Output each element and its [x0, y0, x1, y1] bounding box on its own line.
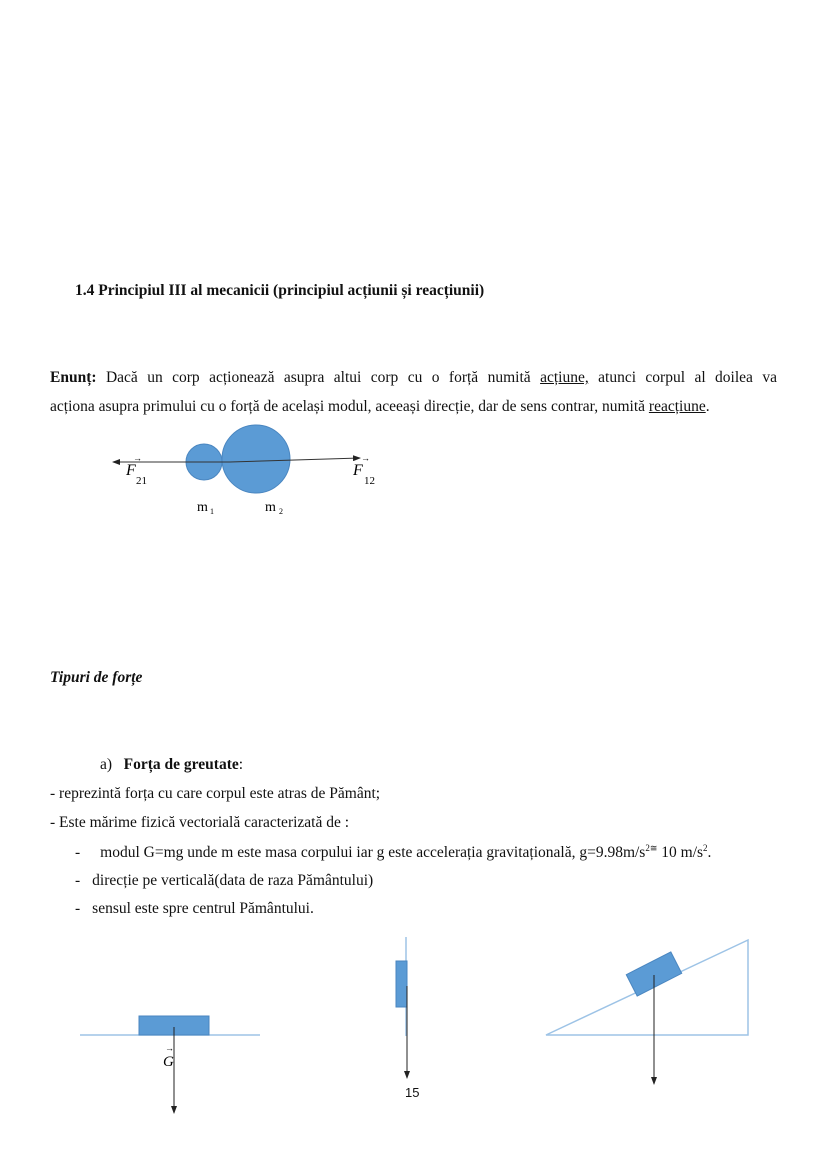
statement-text: atunci corpul al doilea va	[588, 369, 777, 386]
bullet-item	[75, 843, 711, 862]
statement-text: acționa asupra primului cu o forță de același modul, aceeași direcție, dar de sens contrar, numită	[50, 398, 649, 415]
statement-label: Enunț:	[50, 369, 97, 386]
force-21-label: F	[126, 462, 136, 479]
bullet-text: direcție pe verticală(data de raza Pământului)	[92, 872, 374, 889]
superscript: 2≅	[645, 843, 658, 853]
mass2-label: m	[265, 500, 276, 515]
weight-label: G	[163, 1054, 174, 1070]
bullet-text: modul G=mg unde m este masa corpului iar g este accelerația gravitațională, g=9.98m/s	[100, 844, 646, 862]
superscript: 2	[703, 843, 708, 853]
subheading: Tipuri de forțe	[50, 669, 143, 686]
text-line: - Este mărime fizică vectorială caracterizată de :	[50, 814, 350, 831]
action-word: acțiune,	[540, 369, 589, 386]
force-21-subscript: 21	[136, 475, 147, 487]
weight-vertical-diagram	[396, 937, 407, 1078]
bullet-item	[75, 900, 314, 918]
mass1-label: m	[197, 500, 208, 515]
vector-mark: →	[165, 1043, 174, 1053]
force-12-subscript: 12	[364, 475, 375, 487]
reaction-word: reacțiune	[648, 398, 706, 415]
item-colon: :	[238, 756, 244, 773]
bullet-text: 10 m/s	[657, 844, 704, 862]
vector-mark: →	[133, 453, 142, 463]
page-number: 15	[405, 1085, 420, 1100]
weight-horizontal-diagram	[80, 1016, 260, 1113]
bullet-text: sensul este spre centrul Pământului.	[92, 900, 314, 917]
force-12-label: F	[353, 462, 363, 479]
section-heading: 1.4 Principiul III al mecanicii (principiul acțiunii și reacțiunii)	[75, 282, 485, 299]
item-marker: a)	[100, 756, 113, 773]
item-a	[100, 756, 243, 774]
text-line: - reprezintă forța cu care corpul este atras de Pământ;	[50, 785, 381, 802]
mass1-subscript: 1	[210, 507, 214, 516]
bullet-item	[75, 872, 373, 890]
vector-mark: →	[361, 453, 370, 463]
statement-text: .	[705, 398, 710, 415]
mass2-subscript: 2	[279, 507, 283, 516]
item-title: Forța de greutate	[123, 756, 239, 773]
bullet-dash: -	[75, 900, 81, 917]
action-reaction-diagram	[113, 425, 375, 516]
bullet-dash: -	[75, 872, 81, 889]
bullet-dash: -	[75, 844, 81, 862]
statement-text: Dacă un corp acționează asupra altui corp cu o forță numită	[96, 369, 541, 386]
mass2-circle	[222, 425, 290, 493]
weight-incline-diagram	[546, 940, 748, 1084]
bullet-text: .	[707, 844, 712, 862]
